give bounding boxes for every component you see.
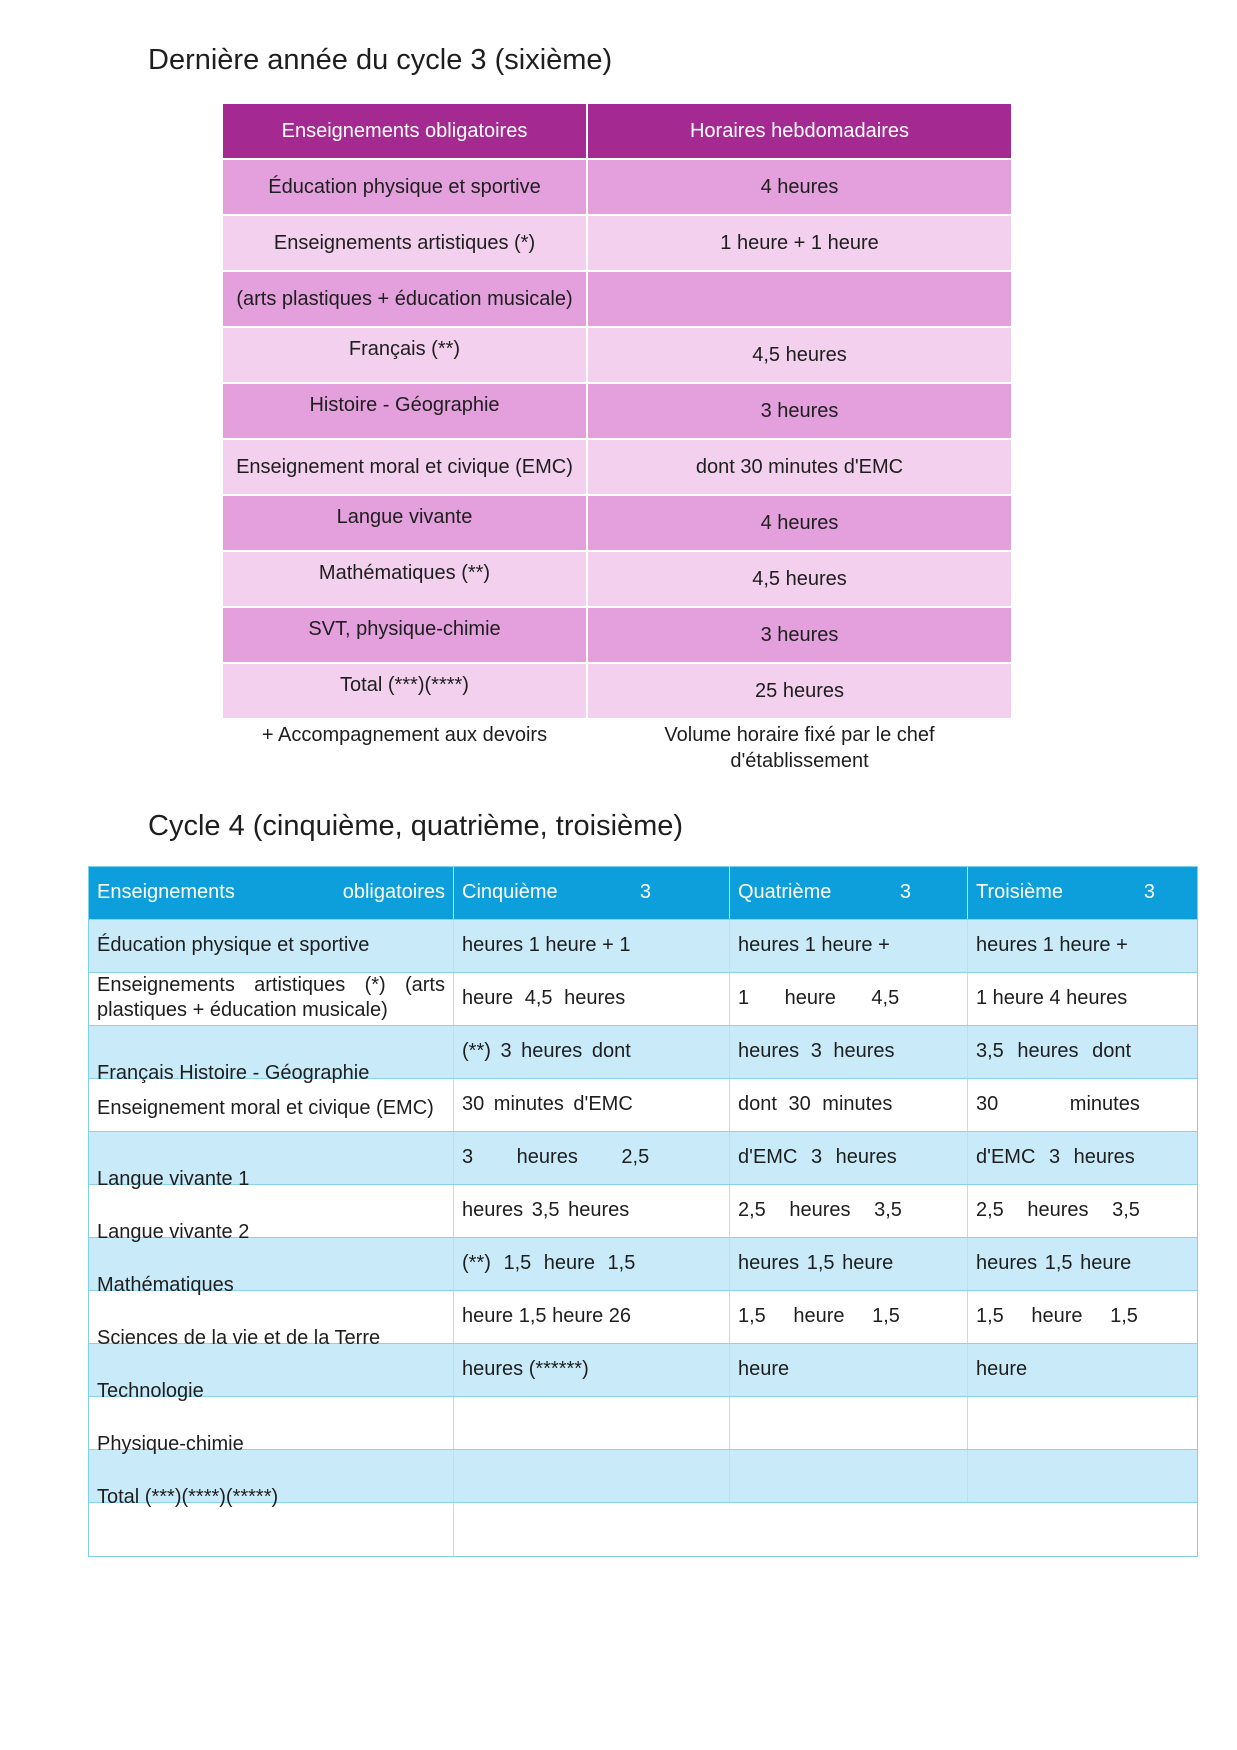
empty-cell (454, 1450, 730, 1502)
cycle4-table (88, 866, 1198, 1557)
subject-cell: Langue vivante 1 (89, 1132, 454, 1184)
subject-cell: SVT, physique-chimie (223, 608, 588, 662)
subject-cell: Total (***)(****)(*****) (89, 1450, 454, 1502)
hours-cell: 3 heures (760, 624, 839, 646)
hours-cell: 1 heure + 1 heure (720, 232, 879, 254)
quatrieme-cell: heure (730, 1344, 968, 1396)
subject-cell: Français (**) (223, 328, 588, 382)
subject-cell: Éducation physique et sportive (89, 920, 454, 972)
table-row (89, 1291, 1197, 1349)
empty-cell (454, 1503, 730, 1556)
hours-cell: 3 heures (760, 400, 839, 422)
quatrieme-cell: 2,5 heures 3,5 (730, 1185, 968, 1237)
table-row (89, 1397, 1197, 1455)
hours-cell: 4 heures (760, 176, 839, 198)
subject-cell: Enseignements artistiques (*) (223, 216, 588, 270)
hours-cell (588, 272, 1011, 326)
header-cell: Quatrième 3 (730, 867, 968, 919)
quatrieme-cell: heures 3 heures (730, 1026, 968, 1078)
section2-title: Cycle 4 (cinquième, quatrième, troisième) (148, 810, 684, 842)
cinquieme-cell: heure 4,5 heures (454, 973, 730, 1025)
empty-cell (968, 1503, 1197, 1556)
table-row (89, 1450, 1197, 1508)
troisieme-cell: heures 1 heure + (976, 934, 1128, 956)
hours-cell: dont 30 minutes d'EMC (695, 456, 904, 478)
troisieme-cell: 1,5 heure 1,5 (976, 1305, 1138, 1327)
table-header-row (223, 104, 1011, 158)
table-row (223, 382, 1011, 438)
cycle3-table (223, 104, 1011, 776)
header-cell: Enseignements obligatoires (89, 867, 454, 919)
header-cell: Horaires hebdomadaires (689, 120, 909, 142)
subject-cell: Enseignements artistiques (*) (arts plastiques + éducation musicale) (89, 973, 454, 1025)
empty-cell (968, 1450, 1197, 1502)
subject-cell: Sciences de la vie et de la Terre (89, 1291, 454, 1343)
quatrieme-cell: heures 1 heure + (730, 920, 968, 972)
empty-cell (730, 1450, 968, 1502)
table-row (223, 158, 1011, 214)
subject-cell: Mathématiques (89, 1238, 454, 1290)
empty-cell (968, 1397, 1197, 1449)
subject-cell: Histoire - Géographie (223, 384, 588, 438)
table-row (89, 1132, 1197, 1190)
hours-cell: 25 heures (755, 680, 844, 702)
troisieme-cell: heure (976, 1358, 1028, 1380)
empty-cell (89, 1503, 454, 1556)
table-header-row (89, 867, 1197, 920)
empty-cell (454, 1397, 730, 1449)
header-cell: Cinquième 3 (454, 867, 730, 919)
table-row (223, 438, 1011, 494)
table-row (89, 1185, 1197, 1243)
subject-cell: Français Histoire - Géographie (89, 1026, 454, 1078)
cinquieme-cell: 30 minutes d'EMC (454, 1079, 730, 1131)
troisieme-cell: d'EMC 3 heures (976, 1146, 1135, 1168)
header-cell: Enseignements obligatoires (223, 104, 588, 158)
table-row (89, 1344, 1197, 1402)
subject-cell: Éducation physique et sportive (223, 160, 588, 214)
subject-cell: Total (***)(****) (223, 664, 588, 718)
table-row (89, 973, 1197, 1026)
subject-cell: Langue vivante 2 (89, 1185, 454, 1237)
quatrieme-cell: heures 1,5 heure (730, 1238, 968, 1290)
subject-cell: Physique-chimie (89, 1397, 454, 1449)
header-cell: Troisième 3 (976, 881, 1155, 903)
hours-cell: 4,5 heures (752, 344, 847, 366)
table-row (89, 1238, 1197, 1296)
subject-cell: (arts plastiques + éducation musicale) (223, 272, 588, 326)
troisieme-cell: heures 1,5 heure (976, 1252, 1132, 1274)
troisieme-cell: 30 minutes (976, 1093, 1140, 1115)
subject-cell: Langue vivante (223, 496, 588, 550)
quatrieme-cell: dont 30 minutes (730, 1079, 968, 1131)
table-row (89, 920, 1197, 973)
table-row (89, 1079, 1197, 1132)
table-row (223, 606, 1011, 662)
table-row (223, 550, 1011, 606)
cinquieme-cell: heures 1 heure + 1 (454, 920, 730, 972)
quatrieme-cell: 1 heure 4,5 (730, 973, 968, 1025)
cinquieme-cell: (**) 3 heures dont (454, 1026, 730, 1078)
subject-cell: Enseignement moral et civique (EMC) (89, 1079, 454, 1131)
empty-cell (730, 1503, 968, 1556)
table-row (223, 326, 1011, 382)
section1-title: Dernière année du cycle 3 (sixième) (148, 44, 613, 76)
quatrieme-cell: 1,5 heure 1,5 (730, 1291, 968, 1343)
troisieme-cell: 2,5 heures 3,5 (976, 1199, 1140, 1221)
troisieme-cell: 3,5 heures dont (976, 1040, 1131, 1062)
cinquieme-cell: heure 1,5 heure 26 (454, 1291, 730, 1343)
subject-cell: Technologie (89, 1344, 454, 1396)
table-row (223, 270, 1011, 326)
table-row-total (223, 662, 1011, 718)
cinquieme-cell: heures (******) (454, 1344, 730, 1396)
table-row (223, 494, 1011, 550)
cinquieme-cell: (**) 1,5 heure 1,5 (454, 1238, 730, 1290)
table-row (89, 1026, 1197, 1084)
table-row-empty (89, 1503, 1197, 1556)
cinquieme-cell: heures 3,5 heures (454, 1185, 730, 1237)
subject-cell: Mathématiques (**) (223, 552, 588, 606)
subject-cell: + Accompagnement aux devoirs (223, 720, 588, 776)
hours-cell: 4 heures (760, 512, 839, 534)
subject-cell: Enseignement moral et civique (EMC) (223, 440, 588, 494)
hours-cell: 4,5 heures (752, 568, 847, 590)
cinquieme-cell: 3 heures 2,5 (454, 1132, 730, 1184)
empty-cell (730, 1397, 968, 1449)
quatrieme-cell: d'EMC 3 heures (730, 1132, 968, 1184)
table-footer-row (223, 718, 1011, 776)
hours-cell: Volume horaire fixé par le chef d'établissement (664, 724, 935, 772)
troisieme-cell: 1 heure 4 heures (976, 987, 1128, 1009)
table-row (223, 214, 1011, 270)
